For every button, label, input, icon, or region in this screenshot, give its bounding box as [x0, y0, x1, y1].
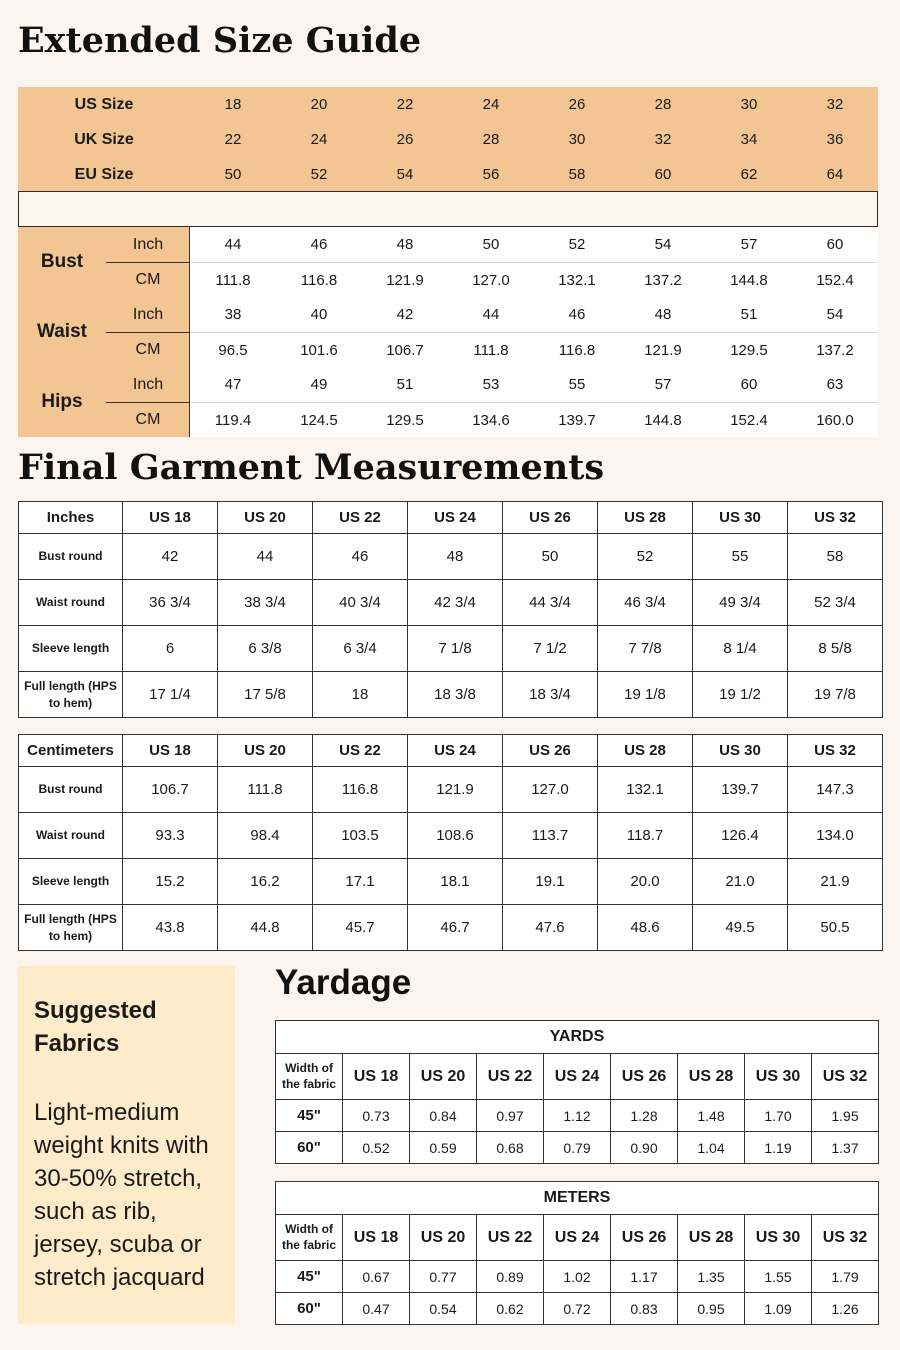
size-value: 54: [396, 166, 414, 183]
cell-value: 113.7: [503, 813, 598, 859]
table-row: [276, 1100, 879, 1132]
yardage-value: 1.79: [812, 1261, 879, 1293]
yardage-value: 1.09: [745, 1293, 812, 1325]
cell-value: 6 3/8: [218, 626, 313, 672]
yardage-yards-table: [275, 1020, 879, 1164]
inch-value: 54: [654, 236, 672, 253]
size-value: 58: [568, 166, 586, 183]
cm-value: 127.0: [448, 262, 534, 297]
cm-value: 160.0: [792, 402, 878, 437]
cm-value: 132.1: [534, 262, 620, 297]
cell-value: 55: [693, 534, 788, 580]
cell-value: 47.6: [503, 905, 598, 951]
column-header: US 32: [812, 1215, 879, 1261]
cell-value: 52 3/4: [788, 580, 883, 626]
column-header: US 30: [745, 1054, 812, 1100]
size-value: 26: [396, 131, 414, 148]
cell-value: 45.7: [313, 905, 408, 951]
table-corner: Inches: [19, 502, 123, 534]
inch-value: 60: [826, 236, 844, 253]
fabric-width: 60": [276, 1132, 343, 1164]
cell-value: 132.1: [598, 767, 693, 813]
column-header: US 24: [408, 502, 503, 534]
yardage-value: 1.02: [544, 1261, 611, 1293]
cell-value: 121.9: [408, 767, 503, 813]
fabric-width: 45": [276, 1261, 343, 1293]
table-header-row: [19, 735, 883, 767]
cell-value: 36 3/4: [123, 580, 218, 626]
table-title-row: [276, 1021, 879, 1054]
inch-value: 57: [740, 236, 758, 253]
cell-value: 118.7: [598, 813, 693, 859]
table-header-row: [276, 1215, 879, 1261]
inch-value: 48: [396, 236, 414, 253]
yardage-value: 0.90: [611, 1132, 678, 1164]
size-value: 20: [310, 96, 328, 113]
yardage-value: 1.04: [678, 1132, 745, 1164]
unit-cm-label: CM: [106, 332, 190, 367]
cm-value: 134.6: [448, 402, 534, 437]
fabric-width-header: Width of the fabric: [276, 1215, 343, 1261]
cell-value: 50.5: [788, 905, 883, 951]
cell-value: 43.8: [123, 905, 218, 951]
yardage-value: 0.83: [611, 1293, 678, 1325]
size-guide-title: Extended Size Guide: [18, 20, 422, 61]
inch-value: 44: [224, 236, 242, 253]
size-value: 34: [740, 131, 758, 148]
yardage-meters-table: [275, 1181, 879, 1325]
cm-value: 101.6: [276, 332, 362, 367]
inch-values-row: [190, 297, 878, 332]
cm-values-row: [190, 332, 878, 367]
column-header: US 28: [678, 1054, 745, 1100]
row-label: Bust round: [19, 534, 123, 580]
size-value: 36: [826, 131, 844, 148]
cell-value: 58: [788, 534, 883, 580]
inch-value: 48: [654, 306, 672, 323]
column-header: US 32: [812, 1054, 879, 1100]
cm-value: 139.7: [534, 402, 620, 437]
yardage-value: 0.84: [410, 1100, 477, 1132]
cell-value: 134.0: [788, 813, 883, 859]
size-row-label: UK Size: [74, 130, 134, 148]
table-row: [19, 859, 883, 905]
table-row: [19, 813, 883, 859]
unit-inch-label: Inch: [132, 375, 164, 393]
cell-value: 50: [503, 534, 598, 580]
measurement-block: [18, 367, 878, 437]
cm-values-row: [190, 402, 878, 437]
column-header: US 18: [123, 735, 218, 767]
yardage-value: 1.28: [611, 1100, 678, 1132]
yardage-value: 0.89: [477, 1261, 544, 1293]
size-value: 24: [482, 96, 500, 113]
inch-value: 53: [482, 376, 500, 393]
cell-value: 18.1: [408, 859, 503, 905]
measurement-name: Bust: [40, 251, 84, 272]
inch-values-row: [190, 367, 878, 402]
unit-cm-label: CM: [106, 262, 190, 297]
column-header: US 30: [745, 1215, 812, 1261]
garment-inches-table: [18, 501, 883, 718]
yardage-title: Yardage: [275, 963, 412, 1002]
cm-value: 106.7: [362, 332, 448, 367]
garment-cm-table: [18, 734, 883, 951]
size-value: 30: [740, 96, 758, 113]
yardage-value: 0.67: [343, 1261, 410, 1293]
column-header: US 18: [343, 1054, 410, 1100]
measurement-label-cell: [18, 227, 190, 297]
yardage-value: 0.59: [410, 1132, 477, 1164]
cell-value: 17.1: [313, 859, 408, 905]
cell-value: 93.3: [123, 813, 218, 859]
column-header: US 24: [408, 735, 503, 767]
inch-value: 52: [568, 236, 586, 253]
table-header-row: [276, 1054, 879, 1100]
size-row: [18, 122, 878, 157]
row-label: Full length (HPS to hem): [19, 672, 123, 718]
cm-value: 119.4: [190, 402, 276, 437]
column-header: US 30: [693, 502, 788, 534]
column-header: US 18: [343, 1215, 410, 1261]
cell-value: 18 3/4: [503, 672, 598, 718]
cell-value: 98.4: [218, 813, 313, 859]
size-value: 26: [568, 96, 586, 113]
column-header: US 22: [313, 502, 408, 534]
cm-value: 121.9: [362, 262, 448, 297]
inch-value: 46: [568, 306, 586, 323]
size-row: [18, 157, 878, 192]
yardage-value: 0.52: [343, 1132, 410, 1164]
size-value: 22: [396, 96, 414, 113]
measurement-values: [190, 297, 878, 367]
yardage-value: 1.35: [678, 1261, 745, 1293]
cell-value: 8 1/4: [693, 626, 788, 672]
cell-value: 8 5/8: [788, 626, 883, 672]
table-row: [19, 767, 883, 813]
cm-value: 111.8: [190, 262, 276, 297]
measurement-name: Hips: [41, 391, 83, 412]
size-conversion-header: [18, 87, 878, 191]
cell-value: 19 1/8: [598, 672, 693, 718]
column-header: US 26: [611, 1215, 678, 1261]
cm-value: 116.8: [534, 332, 620, 367]
cell-value: 48: [408, 534, 503, 580]
cm-value: 129.5: [706, 332, 792, 367]
cell-value: 44: [218, 534, 313, 580]
cell-value: 19 1/2: [693, 672, 788, 718]
column-header: US 22: [313, 735, 408, 767]
measurement-label-cell: [18, 367, 190, 437]
cell-value: 7 1/2: [503, 626, 598, 672]
size-value: 60: [654, 166, 672, 183]
column-header: US 20: [410, 1054, 477, 1100]
cell-value: 49.5: [693, 905, 788, 951]
yardage-value: 1.17: [611, 1261, 678, 1293]
yardage-value: 1.12: [544, 1100, 611, 1132]
measurement-name: Waist: [37, 321, 87, 342]
inch-value: 49: [310, 376, 328, 393]
table-header-row: [19, 502, 883, 534]
table-title: METERS: [276, 1182, 879, 1215]
cm-value: 152.4: [706, 402, 792, 437]
inch-values-row: [190, 227, 878, 262]
cell-value: 18 3/8: [408, 672, 503, 718]
cell-value: 42: [123, 534, 218, 580]
cell-value: 16.2: [218, 859, 313, 905]
cell-value: 19 7/8: [788, 672, 883, 718]
size-value: 28: [654, 96, 672, 113]
table-row: [19, 580, 883, 626]
cell-value: 21.0: [693, 859, 788, 905]
cell-value: 52: [598, 534, 693, 580]
column-header: US 32: [788, 502, 883, 534]
yardage-value: 1.48: [678, 1100, 745, 1132]
column-header: US 28: [678, 1215, 745, 1261]
size-value: 32: [826, 96, 844, 113]
size-value: 32: [654, 131, 672, 148]
cell-value: 48.6: [598, 905, 693, 951]
cell-value: 46: [313, 534, 408, 580]
table-row: [19, 672, 883, 718]
row-label: Sleeve length: [19, 859, 123, 905]
cell-value: 46 3/4: [598, 580, 693, 626]
fabric-width: 60": [276, 1293, 343, 1325]
cm-value: 111.8: [448, 332, 534, 367]
cell-value: 111.8: [218, 767, 313, 813]
inch-value: 51: [740, 306, 758, 323]
size-value: 30: [568, 131, 586, 148]
cm-values-row: [190, 262, 878, 297]
row-label: Waist round: [19, 580, 123, 626]
column-header: US 22: [477, 1215, 544, 1261]
row-label: Full length (HPS to hem): [19, 905, 123, 951]
inch-value: 44: [482, 306, 500, 323]
measurement-block: [18, 297, 878, 367]
cell-value: 40 3/4: [313, 580, 408, 626]
size-value: 64: [826, 166, 844, 183]
inch-value: 47: [224, 376, 242, 393]
cell-value: 21.9: [788, 859, 883, 905]
size-value: 56: [482, 166, 500, 183]
size-value: 62: [740, 166, 758, 183]
cell-value: 18: [313, 672, 408, 718]
size-row-label: US Size: [74, 95, 134, 113]
size-value: 18: [224, 96, 242, 113]
cm-value: 121.9: [620, 332, 706, 367]
garment-measurements-title: Final Garment Measurements: [18, 447, 605, 488]
column-header: US 28: [598, 502, 693, 534]
cell-value: 46.7: [408, 905, 503, 951]
cell-value: 17 5/8: [218, 672, 313, 718]
table-row: [276, 1293, 879, 1325]
column-header: US 18: [123, 502, 218, 534]
inch-value: 55: [568, 376, 586, 393]
yardage-value: 0.68: [477, 1132, 544, 1164]
inch-value: 46: [310, 236, 328, 253]
column-header: US 20: [410, 1215, 477, 1261]
size-value: 24: [310, 131, 328, 148]
table-title: YARDS: [276, 1021, 879, 1054]
cell-value: 106.7: [123, 767, 218, 813]
yardage-value: 0.79: [544, 1132, 611, 1164]
measurement-label-cell: [18, 297, 190, 367]
inch-value: 51: [396, 376, 414, 393]
cell-value: 116.8: [313, 767, 408, 813]
column-header: US 20: [218, 735, 313, 767]
cell-value: 6: [123, 626, 218, 672]
yardage-value: 1.26: [812, 1293, 879, 1325]
size-row-label: EU Size: [74, 165, 134, 183]
inch-value: 54: [826, 306, 844, 323]
fabric-width-header: Width of the fabric: [276, 1054, 343, 1100]
measurement-values: [190, 367, 878, 437]
size-value: 28: [482, 131, 500, 148]
cell-value: 20.0: [598, 859, 693, 905]
yardage-value: 0.95: [678, 1293, 745, 1325]
suggested-fabrics-text: Light-medium weight knits with 30-50% stretch, such as rib, jersey, scuba or stretch jacquard: [34, 1099, 209, 1291]
table-row: [19, 905, 883, 951]
inch-value: 60: [740, 376, 758, 393]
cell-value: 44.8: [218, 905, 313, 951]
row-label: Waist round: [19, 813, 123, 859]
inch-value: 63: [826, 376, 844, 393]
cm-value: 152.4: [792, 262, 878, 297]
cell-value: 147.3: [788, 767, 883, 813]
cm-value: 144.8: [620, 402, 706, 437]
suggested-fabrics-box: [18, 966, 235, 1324]
yardage-value: 1.70: [745, 1100, 812, 1132]
cell-value: 19.1: [503, 859, 598, 905]
cm-value: 129.5: [362, 402, 448, 437]
unit-inch-label: Inch: [132, 305, 164, 323]
column-header: US 28: [598, 735, 693, 767]
unit-inch-label: Inch: [132, 235, 164, 253]
cell-value: 127.0: [503, 767, 598, 813]
yardage-value: 1.37: [812, 1132, 879, 1164]
table-title-row: [276, 1182, 879, 1215]
yardage-value: 0.72: [544, 1293, 611, 1325]
column-header: US 26: [503, 502, 598, 534]
table-corner: Centimeters: [19, 735, 123, 767]
suggested-fabrics-title: Suggested Fabrics: [34, 997, 157, 1057]
cm-value: 137.2: [792, 332, 878, 367]
column-header: US 26: [503, 735, 598, 767]
yardage-value: 0.54: [410, 1293, 477, 1325]
size-value: 50: [224, 166, 242, 183]
cell-value: 49 3/4: [693, 580, 788, 626]
cell-value: 103.5: [313, 813, 408, 859]
cell-value: 17 1/4: [123, 672, 218, 718]
column-header: US 24: [544, 1054, 611, 1100]
column-header: US 26: [611, 1054, 678, 1100]
cell-value: 6 3/4: [313, 626, 408, 672]
yardage-value: 1.55: [745, 1261, 812, 1293]
inch-value: 40: [310, 306, 328, 323]
size-value: 52: [310, 166, 328, 183]
yardage-value: 0.73: [343, 1100, 410, 1132]
yardage-value: 1.19: [745, 1132, 812, 1164]
inch-value: 50: [482, 236, 500, 253]
spacer-row: [18, 191, 878, 227]
inch-value: 38: [224, 306, 242, 323]
column-header: US 22: [477, 1054, 544, 1100]
cm-value: 144.8: [706, 262, 792, 297]
yardage-value: 0.77: [410, 1261, 477, 1293]
cell-value: 108.6: [408, 813, 503, 859]
size-value: 22: [224, 131, 242, 148]
yardage-value: 0.47: [343, 1293, 410, 1325]
cm-value: 116.8: [276, 262, 362, 297]
column-header: US 30: [693, 735, 788, 767]
cell-value: 15.2: [123, 859, 218, 905]
measurement-values: [190, 227, 878, 297]
inch-value: 42: [396, 306, 414, 323]
row-label: Bust round: [19, 767, 123, 813]
measurement-block: [18, 227, 878, 297]
column-header: US 24: [544, 1215, 611, 1261]
inch-value: 57: [654, 376, 672, 393]
yardage-value: 0.97: [477, 1100, 544, 1132]
unit-cm-label: CM: [106, 402, 190, 437]
cm-value: 124.5: [276, 402, 362, 437]
cell-value: 7 7/8: [598, 626, 693, 672]
cm-value: 96.5: [190, 332, 276, 367]
cell-value: 139.7: [693, 767, 788, 813]
table-row: [276, 1132, 879, 1164]
table-row: [19, 534, 883, 580]
cell-value: 44 3/4: [503, 580, 598, 626]
row-label: Sleeve length: [19, 626, 123, 672]
size-row: [18, 87, 878, 122]
cm-value: 137.2: [620, 262, 706, 297]
yardage-value: 0.62: [477, 1293, 544, 1325]
cell-value: 126.4: [693, 813, 788, 859]
fabric-width: 45": [276, 1100, 343, 1132]
yardage-value: 1.95: [812, 1100, 879, 1132]
table-row: [276, 1261, 879, 1293]
cell-value: 7 1/8: [408, 626, 503, 672]
table-row: [19, 626, 883, 672]
column-header: US 32: [788, 735, 883, 767]
column-header: US 20: [218, 502, 313, 534]
cell-value: 38 3/4: [218, 580, 313, 626]
cell-value: 42 3/4: [408, 580, 503, 626]
